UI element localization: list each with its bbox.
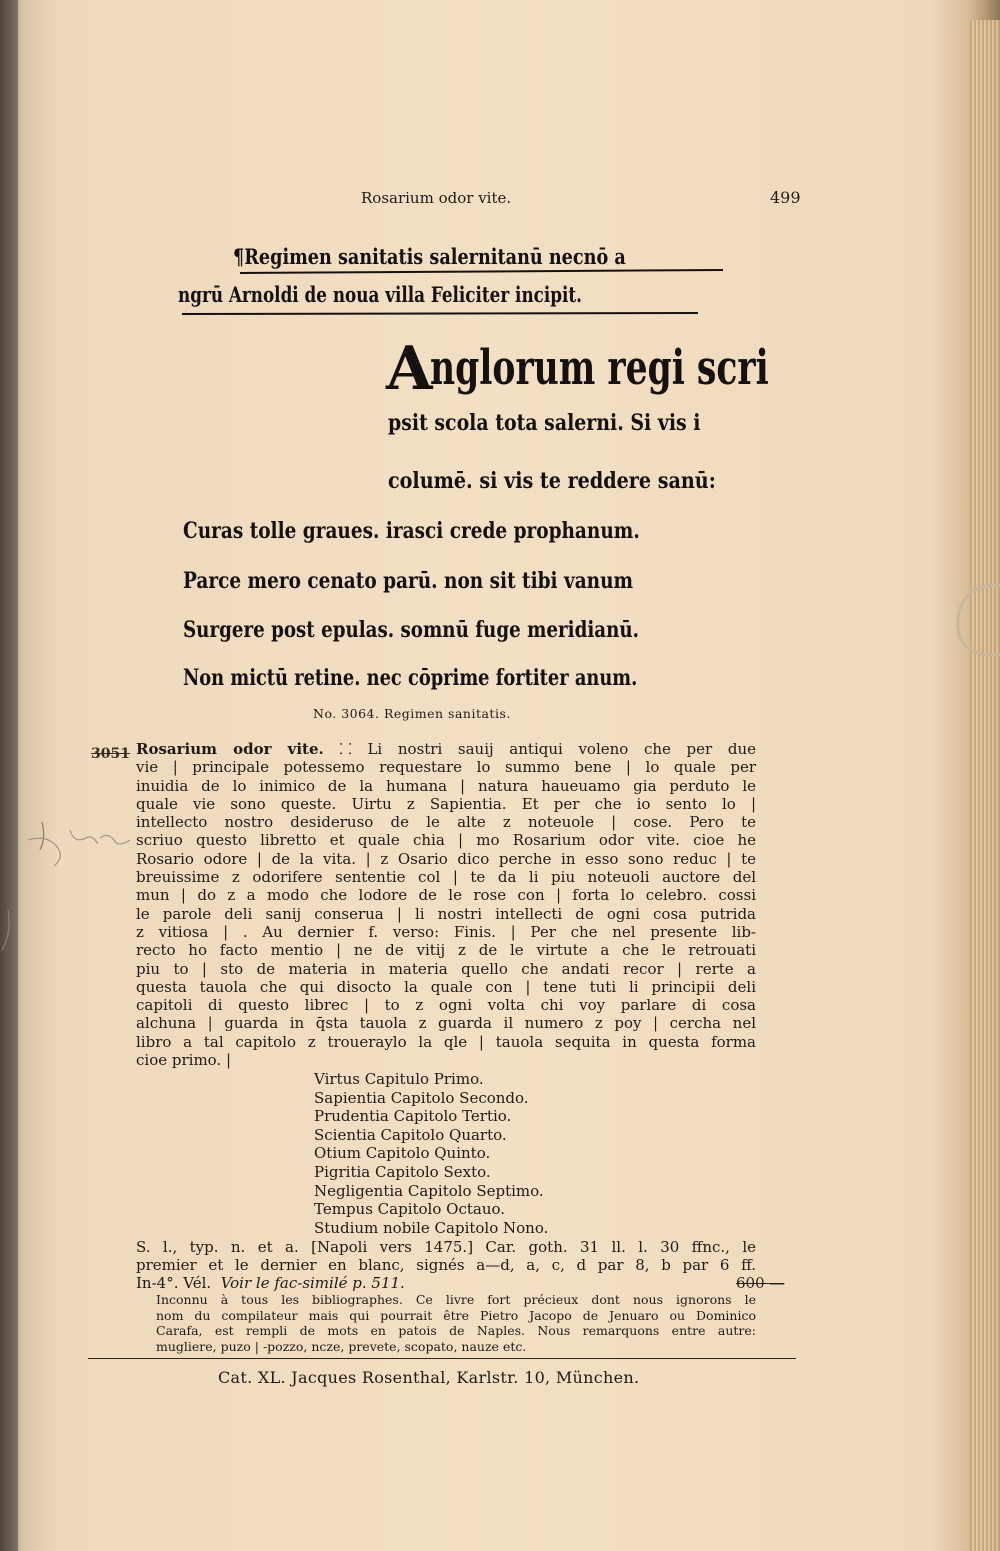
toc-entry: Pigritia Capitolo Sexto. [314, 1162, 491, 1181]
entry-text-line: Li nostri sauij antiqui voleno che per due [367, 740, 756, 758]
footer-rule [88, 1358, 796, 1359]
format: In-4°. Vél. [136, 1274, 212, 1292]
entry-title: Rosarium odor vite. [136, 740, 324, 758]
facsimile-initial: A [386, 334, 433, 404]
facsimile-first-line: nglorum regi scri [430, 340, 769, 396]
entry-text-line: z vitiosa | . Au dernier f. verso: Finis. | Per che nel presente lib- [136, 922, 756, 941]
facsimile-heading-line-1: ¶Regimen sanitatis salernitanū necnō a [233, 244, 626, 269]
entry-text-line: quale vie sono queste. Uirtu z Sapientia. Et per che io sento lo | [136, 794, 756, 813]
entry-text-line: scriuo questo libretto et quale chia | mo Rosarium odor vite. cioe he [136, 831, 756, 850]
toc-entry: Studium nobile Capitolo Nono. [314, 1218, 549, 1237]
left-page-edge [0, 0, 18, 1551]
entry-text-line: recto ho facto mentio | ne de vitij z de le virtute a che le retrouati [136, 941, 756, 960]
page-number: 499 [770, 188, 801, 207]
facsimile-heading-line-2: ngrū Arnoldi de noua villa Feliciter incipit. [178, 282, 583, 307]
struck-item-number: 3051 [91, 746, 130, 762]
facsimile-caption: No. 3064. Regimen sanitatis. [313, 706, 511, 721]
price: 600 — [736, 1274, 785, 1292]
collation [136, 1238, 756, 1292]
toc-entry: Sapientia Capitolo Secondo. [314, 1088, 529, 1107]
facsimile-verse-line-1: psit scola tota salerni. Si vis i [388, 410, 701, 436]
bibliographic-note [156, 1292, 756, 1354]
entry-text-line: breuissime z odorifere sententie col | te da li piu noteuoli auctore del [136, 868, 756, 887]
note-line: nom du compilateur mais qui pourrait être Pietro Jacopo de Jenuaro ou Dominico [156, 1307, 756, 1323]
facsimile-reference: Voir le fac-similé p. 511. [220, 1274, 405, 1292]
entry-text-line: mun | do z a modo che lodore de le rose con | forta lo celebro. cossi [136, 886, 756, 905]
note-line: Carafa, est rempli de mots en patois de Naples. Nous remarquons entre autre: [156, 1323, 756, 1338]
catalogue-page [18, 0, 970, 1551]
entry-text-line: vie | principale potessemo requestare lo summo bene | lo quale per [136, 758, 756, 777]
toc-entry: Tempus Capitolo Octauo. [314, 1200, 506, 1219]
table-of-contents [314, 1070, 548, 1237]
running-title: Rosarium odor vite. [361, 189, 512, 207]
collation-line: premier et le dernier en blanc, signés a—d, a, c, d par 8, b par 6 ff. [136, 1256, 756, 1274]
entry-text-line: libro a tal capitolo z troueraylo la qle | tauola sequita in questa forma [136, 1032, 756, 1051]
facsimile-verse-line-6: Non mictū retine. nec cōprime fortiter anum. [183, 665, 638, 691]
note-line: Inconnu à tous les bibliographes. Ce livre fort précieux dont nous ignorons le [156, 1292, 756, 1307]
page-edges [970, 20, 1000, 1551]
toc-entry: Otium Capitolo Quinto. [314, 1144, 491, 1163]
entry-text-line: le parole deli sanij conserua | li nostri intellecti de ogni cosa putrida [136, 904, 756, 923]
entry-line: Rosarium odor vite. ⸬ Li nostri sauij antiqui voleno che per due [136, 740, 756, 758]
facsimile-image [178, 240, 769, 700]
entry-text-line: piu to | sto de materia in materia quello che andati recor | rerte a [136, 959, 756, 978]
facsimile-verse-line-4: Parce mero cenato parū. non sit tibi vanum [183, 568, 634, 594]
format-line [136, 1274, 756, 1292]
collation-line: S. l., typ. n. et a. [Napoli vers 1475.] Car. goth. 31 ll. l. 30 ffnc., le [136, 1238, 756, 1256]
entry-text-line: Rosario odore | de la vita. | z Osario dico perche in esso sono reduc | te [136, 849, 756, 868]
facsimile-verse-line-3: Curas tolle graues. irasci crede prophanum. [183, 518, 640, 544]
entry-text-line: cioe primo. | [136, 1051, 232, 1070]
entry-text-line: inuidia de lo inimico de la humana | natura haueuamo gia perduto le [136, 776, 756, 795]
facsimile-verse-line-2: columē. si vis te reddere sanū: [388, 468, 716, 494]
entry-text-line: alchuna | guarda in q̄sta tauola z guarda il numero z poy | cercha nel [136, 1014, 756, 1033]
facsimile-verse-line-5: Surgere post epulas. somnū fuge meridianū. [183, 617, 640, 643]
toc-entry: Negligentia Capitolo Septimo. [314, 1181, 544, 1200]
entry-text-line: capitoli di questo librec | to z ogni volta chi voy parlare di cosa [136, 996, 756, 1015]
footer-imprint: Cat. XL. Jacques Rosenthal, Karlstr. 10, München. [218, 1368, 640, 1387]
toc-entry: Virtus Capitulo Primo. [314, 1070, 484, 1088]
toc-entry: Prudentia Capitolo Tertio. [314, 1107, 512, 1126]
note-line: mugliere, puzo | -pozzo, ncze, prevete, scopato, nauze etc. [156, 1338, 527, 1354]
entry-text-line: intellecto nostro desideruso de le alte z noteuole | cose. Pero te [136, 813, 756, 832]
toc-entry: Scientia Capitolo Quarto. [314, 1125, 507, 1144]
entry-text-line: questa tauola che qui disocto la quale con | tene tuti li principii deli [136, 977, 756, 996]
entry-description [136, 740, 756, 1069]
